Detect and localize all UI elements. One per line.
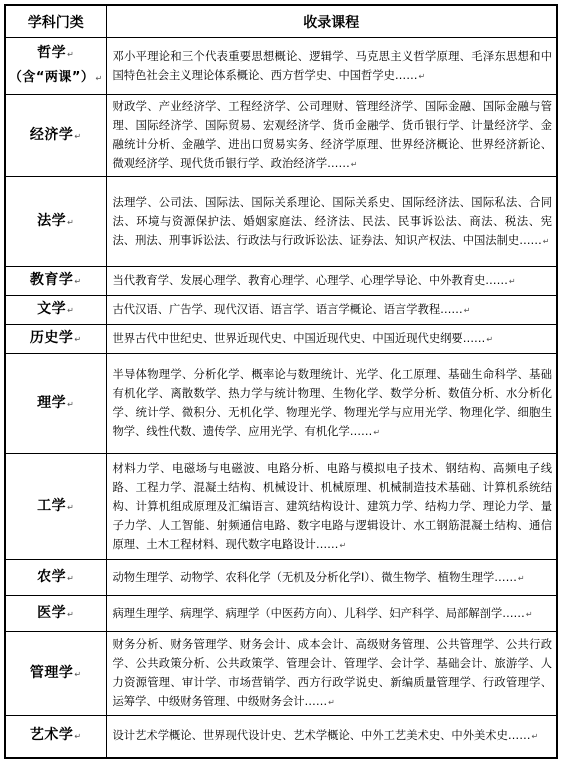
- courses-text: 材料力学、电磁场与电磁波、电路分析、电路与模拟电子技术、钢结构、高频电子线路、工程力学、混凝土结构、机械设计、机械原理、机械制造技术基础、计算机系统结构、计算机组成原理及汇编语言、建筑结构设计、建筑力学、结构力学、理论力学、量子力学、人工智能、射频通信电路、数字电路与逻辑设计、水工钢筋混凝土结构、通信原理、土木工程材料、现代数字电路设计……: [112, 461, 552, 551]
- courses-text: 病理生理学、病理学、病理学（中医药方向）、儿科学、妇产科学、局部解剖学……: [112, 606, 525, 620]
- header-category-label: 学科门类: [27, 14, 84, 31]
- courses-text: 法理学、公司法、国际法、国际关系理论、国际关系史、国际经济法、国际私法、合同法、环境与资源保护法、婚姻家庭法、经济法、民法、民事诉讼法、商法、税法、宪法、刑法、刑事诉讼法、行政法与行政诉讼法、证券法、知识产权法、中国法制史……: [112, 195, 552, 247]
- table-row: [5, 95, 557, 177]
- category-sublabel: （含“两课”）: [8, 70, 95, 85]
- category-label: 经济学: [29, 126, 74, 143]
- courses-text: 邓小平理论和三个代表重要思想概论、逻辑学、马克思主义哲学原理、毛泽东思想和中国特色社会主义理论体系概论、西方哲学史、中国哲学史……: [112, 49, 552, 82]
- paragraph-mark-icon: ↵: [67, 399, 75, 409]
- courses-cell: [106, 596, 557, 632]
- header-courses: [106, 5, 557, 38]
- paragraph-mark-icon: ↵: [517, 573, 525, 583]
- paragraph-mark-icon: ↵: [418, 71, 426, 81]
- category-label: 哲学: [37, 45, 67, 61]
- courses-text: 世界古代中世纪史、世界近现代史、中国近现代史、中国近现代史纲要……: [112, 332, 486, 345]
- paragraph-mark-icon: ↵: [67, 502, 75, 512]
- category-cell: [5, 38, 106, 95]
- courses-cell: [106, 267, 557, 296]
- category-label: 工学: [37, 497, 67, 514]
- table-row: [5, 38, 557, 95]
- paragraph-mark-icon: ↵: [531, 732, 539, 742]
- table-row: [5, 596, 557, 632]
- courses-cell: [106, 560, 557, 596]
- courses-cell: [106, 454, 557, 560]
- table-header-row: [5, 5, 557, 38]
- category-cell: [5, 177, 106, 267]
- courses-cell: [106, 38, 557, 95]
- courses-text: 财政学、产业经济学、工程经济学、公司理财、管理经济学、国际金融、国际金融与管理、国际经济学、国际贸易、宏观经济学、货币金融学、货币银行学、计量经济学、金融统计分析、金融学、进出口贸易实务、经济学原理、世界经济概论、世界经济新论、微观经济学、现代货币银行学、政治经济学……: [112, 100, 552, 170]
- courses-text: 半导体物理学、分析化学、概率论与数理统计、光学、化工原理、基础生命科学、基础有机化学、离散数学、热力学与统计物理、生物化学、数学分析、数值分析、水分析化学、统计学、微积分、无机化学、物理光学、物理光学与应用光学、物理化学、细胞生物学、线性代数、遗传学、应用光学、有机化学……: [112, 368, 552, 438]
- category-cell: [5, 454, 106, 560]
- category-cell: [5, 596, 106, 632]
- paragraph-mark-icon: ↵: [74, 131, 82, 141]
- table-row: [5, 177, 557, 267]
- category-label: 历史学: [29, 330, 74, 346]
- table-row: [5, 296, 557, 325]
- paragraph-mark-icon: ↵: [525, 609, 533, 619]
- category-label: 农学: [37, 568, 67, 585]
- category-cell: [5, 632, 106, 716]
- courses-text: 设计艺术学概论、世界现代设计史、艺术学概论、中外工艺美术史、中外美术史……: [112, 729, 531, 743]
- category-cell: [5, 267, 106, 296]
- course-catalog-table: [4, 4, 558, 759]
- table-row: [5, 716, 557, 758]
- paragraph-mark-icon: ↵: [74, 277, 82, 286]
- table-row: [5, 267, 557, 296]
- category-cell: [5, 95, 106, 177]
- paragraph-mark-icon: ↵: [67, 573, 75, 583]
- courses-text: 当代教育学、发展心理学、教育心理学、心理学、心理学导论、中外教育史……: [112, 274, 508, 287]
- header-courses-label: 收录课程: [303, 14, 360, 31]
- paragraph-mark-icon: ↵: [350, 160, 358, 169]
- paragraph-mark-icon: ↵: [328, 698, 335, 707]
- table-row: [5, 560, 557, 596]
- paragraph-mark-icon: ↵: [67, 50, 75, 59]
- paragraph-mark-icon: ↵: [67, 217, 75, 227]
- table-row: [5, 632, 557, 716]
- category-label: 艺术学: [29, 727, 74, 744]
- category-label: 教育学: [29, 272, 74, 288]
- courses-cell: [106, 95, 557, 177]
- paragraph-mark-icon: ↵: [74, 732, 82, 742]
- courses-text: 财务分析、财务管理学、财务会计、成本会计、高级财务管理、公共管理学、公共行政学、公共政策分析、公共政策学、管理会计、管理学、会计学、基础会计、旅游学、人力资源管理、审计学、市场营销学、西方行政学说史、新编质量管理学、行政管理学、运筹学、中级财务管理、中级财务会计……: [112, 638, 552, 708]
- courses-cell: [106, 296, 557, 325]
- category-label: 法学: [37, 212, 67, 229]
- courses-cell: [106, 177, 557, 267]
- paragraph-mark-icon: ↵: [67, 609, 75, 619]
- table-row: [5, 325, 557, 354]
- courses-cell: [106, 716, 557, 758]
- paragraph-mark-icon: ↵: [74, 335, 82, 344]
- courses-text: 古代汉语、广告学、现代汉语、语言学、语言学概论、语言学教程……: [112, 303, 463, 316]
- category-cell: [5, 560, 106, 596]
- courses-text: 动物生理学、动物学、农科化学（无机及分析化学Ⅰ）、微生物学、植物生理学……: [112, 570, 517, 584]
- paragraph-mark-icon: ↵: [67, 306, 75, 315]
- paragraph-mark-icon: ↵: [339, 540, 347, 550]
- header-category: [5, 5, 106, 38]
- paragraph-mark-icon: ↵: [373, 428, 381, 437]
- category-label: 管理学: [29, 664, 74, 681]
- paragraph-mark-icon: ↵: [74, 669, 82, 679]
- table-row: [5, 454, 557, 560]
- category-cell: [5, 325, 106, 354]
- courses-cell: [106, 632, 557, 716]
- courses-cell: [106, 325, 557, 354]
- category-label: 理学: [37, 394, 67, 411]
- category-cell: [5, 296, 106, 325]
- category-label: 文学: [37, 301, 67, 317]
- paragraph-mark-icon: ↵: [95, 74, 103, 83]
- paragraph-mark-icon: ↵: [486, 335, 494, 344]
- category-cell: [5, 716, 106, 758]
- category-label: 医学: [37, 604, 67, 621]
- paragraph-mark-icon: ↵: [463, 306, 471, 315]
- table-row: [5, 354, 557, 454]
- courses-cell: [106, 354, 557, 454]
- category-cell: [5, 354, 106, 454]
- paragraph-mark-icon: ↵: [508, 277, 516, 286]
- paragraph-mark-icon: ↵: [542, 236, 550, 246]
